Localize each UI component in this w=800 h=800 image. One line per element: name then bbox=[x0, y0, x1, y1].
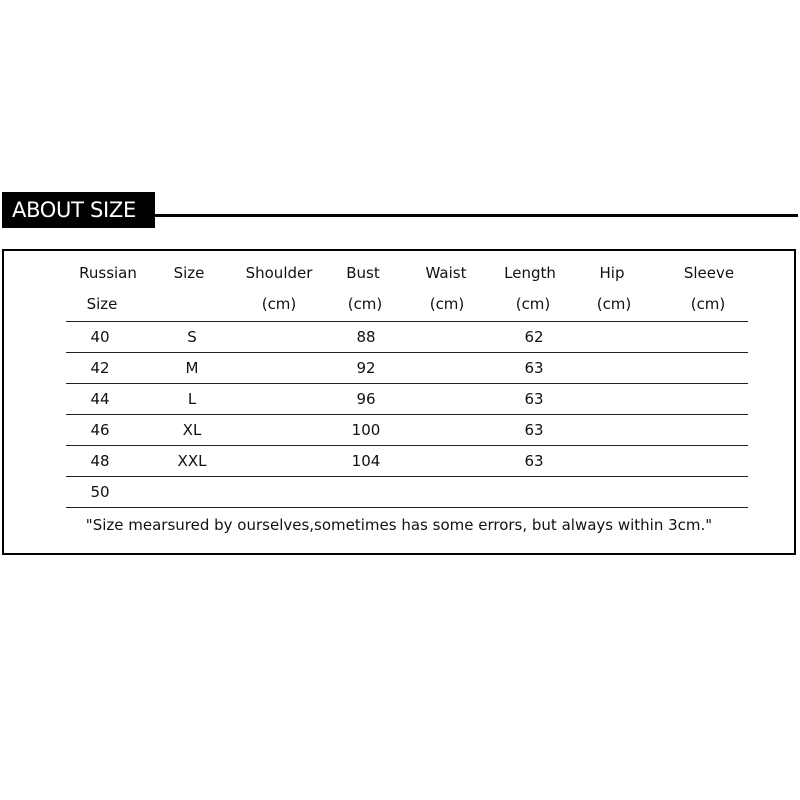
col-sleeve-unit: (cm) bbox=[690, 295, 726, 313]
table-cell: 50 bbox=[90, 483, 110, 501]
col-hip-unit: (cm) bbox=[596, 295, 632, 313]
col-russian-size-label: Russian bbox=[79, 264, 137, 282]
col-hip-label: Hip bbox=[599, 264, 625, 282]
table-cell: 42 bbox=[90, 359, 110, 377]
table-cell: 44 bbox=[90, 390, 110, 408]
table-cell: S bbox=[187, 328, 197, 346]
table-cell: 100 bbox=[351, 421, 381, 439]
table-cell: 88 bbox=[356, 328, 376, 346]
table-row bbox=[66, 415, 748, 446]
table-header bbox=[66, 251, 748, 322]
table-cell: M bbox=[185, 359, 199, 377]
table-cell: 63 bbox=[524, 390, 544, 408]
table-cell: XL bbox=[182, 421, 202, 439]
col-size-label: Size bbox=[173, 264, 205, 282]
col-shoulder-label: Shoulder bbox=[245, 264, 313, 282]
section-title: ABOUT SIZE bbox=[2, 192, 155, 228]
table-row bbox=[66, 384, 748, 415]
col-shoulder-unit: (cm) bbox=[261, 295, 297, 313]
table-cell: 96 bbox=[356, 390, 376, 408]
table-cell: XXL bbox=[177, 452, 207, 470]
table-cell: 46 bbox=[90, 421, 110, 439]
table-cell: 63 bbox=[524, 452, 544, 470]
table-row bbox=[66, 477, 748, 508]
col-russian-size-label: Size bbox=[86, 295, 118, 313]
col-bust-unit: (cm) bbox=[347, 295, 383, 313]
col-length-label: Length bbox=[504, 264, 556, 282]
size-chart-panel bbox=[2, 249, 796, 555]
table-cell: 104 bbox=[351, 452, 381, 470]
table-cell: 62 bbox=[524, 328, 544, 346]
table-row bbox=[66, 353, 748, 384]
col-waist-label: Waist bbox=[425, 264, 467, 282]
table-cell: 40 bbox=[90, 328, 110, 346]
table-cell: L bbox=[187, 390, 197, 408]
table-row bbox=[66, 446, 748, 477]
table-cell: 63 bbox=[524, 421, 544, 439]
col-sleeve-label: Sleeve bbox=[683, 264, 735, 282]
measurement-note: "Size mearsured by ourselves,sometimes has some errors, but always within 3cm." bbox=[85, 516, 713, 534]
col-waist-unit: (cm) bbox=[429, 295, 465, 313]
table-cell: 63 bbox=[524, 359, 544, 377]
col-length-unit: (cm) bbox=[515, 295, 551, 313]
col-bust-label: Bust bbox=[346, 264, 380, 282]
table-cell: 48 bbox=[90, 452, 110, 470]
table-row bbox=[66, 322, 748, 353]
table-cell: 92 bbox=[356, 359, 376, 377]
title-rule bbox=[155, 214, 798, 217]
